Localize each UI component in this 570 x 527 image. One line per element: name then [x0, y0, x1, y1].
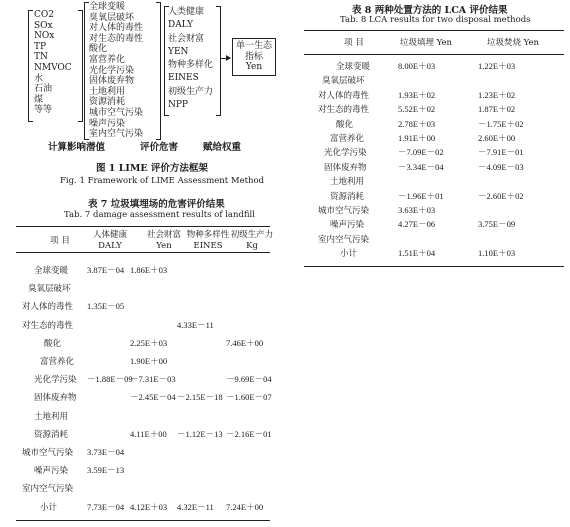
table-8-cell: 1.51E＋04 [398, 248, 436, 259]
table-7-header-rule [16, 252, 270, 253]
impact-category-item: 资源消耗 [89, 97, 126, 108]
inventory-item: NMVOC [34, 62, 72, 73]
table-7-row-label: 富营养化 [40, 357, 75, 367]
table-7-col-header: 人体健康 [92, 230, 127, 240]
table-8-row-label: 城市空气污染 [318, 206, 370, 216]
step-impact-potential: 计算影响潜值 [48, 142, 106, 153]
table-8-cell: 1.10E＋03 [478, 248, 516, 259]
table-8-cell: 1.22E＋03 [478, 61, 516, 71]
figure-1-caption-cn: 图 1 LIME 评价方法框架 [96, 163, 208, 174]
impact-category-item: 光化学污染 [89, 65, 135, 76]
inputs-bracket-left [28, 10, 33, 122]
table-8-row-label: 资源消耗 [330, 191, 365, 202]
single-index-line: Yen [245, 62, 263, 73]
table-7-cell: －1.88E－09 [87, 374, 133, 385]
impact-category-item: 全球变暖 [89, 2, 126, 12]
endpoint-item: DALY [168, 20, 194, 31]
impact-category-item: 臭氧层破坏 [89, 12, 135, 23]
inventory-item: 等等 [34, 105, 53, 116]
table-7-row-label: 全球变暖 [34, 266, 69, 276]
impact-category-item: 城市空气污染 [89, 107, 144, 118]
impact-category-item: 固体废弃物 [89, 76, 135, 87]
table-8-cell: 1.87E＋02 [478, 104, 516, 115]
inventory-item: 水 [34, 73, 44, 84]
table-7-col-header: 项 目 [50, 236, 70, 246]
table-7-title-en: Tab. 7 damage assessment results of landfill [64, 210, 255, 220]
table-7-cell: －1.12E－13 [177, 428, 223, 439]
step-damage-assessment: 评价危害 [140, 142, 179, 153]
table-8-row-label: 臭氧层破坏 [322, 76, 365, 87]
inputs-bracket-right [78, 10, 83, 122]
damage-endpoints-list [168, 6, 213, 112]
table-7-col-header: 社会财富 [146, 230, 181, 240]
impact-categories-list [89, 2, 143, 140]
table-7-cell: －2.16E－01 [226, 428, 272, 439]
table-8-cell: －7.09E－02 [398, 147, 444, 158]
inventory-item: NOx [34, 31, 55, 42]
table-7-cell: 7.24E＋00 [226, 501, 264, 512]
table-7-cell: 4.33E－11 [177, 319, 214, 330]
table-7-cell: －7.31E－03 [130, 374, 176, 385]
table-8-row-label: 富营养化 [330, 134, 365, 144]
endpoints-bracket-right [216, 6, 221, 116]
table-8-cell: 1.91E＋00 [398, 133, 436, 143]
table-8-cell: 2.78E＋03 [398, 118, 436, 129]
table-8-row-label: 酸化 [336, 119, 354, 130]
inventory-item: TN [34, 52, 48, 63]
table-8-cell: 8.00E＋03 [398, 61, 436, 71]
table-8-cell: 1.93E＋02 [398, 89, 436, 100]
impact-category-item: 土地利用 [89, 86, 126, 97]
endpoint-item: 物种多样化 [168, 60, 214, 71]
table-7-cell: 1.90E＋00 [130, 356, 168, 366]
table-8-cell: －1.96E＋01 [398, 190, 444, 201]
impact-category-item: 室内空气污染 [89, 129, 144, 140]
table-8-row-label: 对人体的毒性 [318, 90, 370, 101]
table-7-col-header: 物种多样性 [186, 230, 230, 240]
table-7-row-label: 小计 [40, 502, 58, 513]
table-7-cell: －2.45E－04 [130, 392, 176, 403]
table-8-row-label: 光化学污染 [324, 148, 367, 159]
table-8-cell: 2.60E＋00 [478, 133, 516, 143]
table-8-row-label: 小计 [340, 249, 358, 260]
aggregation-arrow [220, 58, 230, 59]
table-7-cell: 4.32E－11 [177, 501, 214, 512]
table-8-row-label: 土地利用 [330, 177, 365, 188]
table-8-cell: 3.75E－09 [478, 219, 516, 230]
table-7-cell: 2.25E＋03 [130, 337, 168, 348]
table-7-row-label: 资源消耗 [34, 429, 69, 440]
table-8-cell: －7.91E－01 [478, 147, 524, 158]
table-8-row-label: 对生态的毒性 [318, 105, 370, 116]
table-7-cell: －9.69E－04 [226, 374, 272, 385]
inventory-inputs-list [34, 10, 72, 116]
table-8-col-header: 垃圾填埋 Yen [399, 38, 453, 48]
table-7-col-header-unit: DALY [98, 241, 122, 251]
impact-category-item: 酸化 [89, 44, 108, 55]
table-8-row-label: 固体废弃物 [324, 162, 367, 173]
table-7-col-header-unit: Kg [246, 241, 258, 251]
table-7-cell: 3.87E－04 [87, 265, 125, 275]
impact-category-item: 富营养化 [89, 54, 126, 65]
table-7-col-header-unit: Yen [156, 241, 172, 251]
table-7-cell: 3.59E－13 [87, 465, 125, 476]
table-7-bottom-rule [16, 520, 270, 521]
table-7-cell: －2.15E－18 [177, 392, 223, 403]
table-8-col-header: 项 目 [344, 38, 364, 48]
step-weighting: 赋给权重 [203, 142, 242, 153]
table-8-row-label: 噪声污染 [330, 220, 365, 231]
table-8-top-rule [304, 30, 564, 31]
table-7-row-label: 噪声污染 [34, 466, 69, 477]
table-8-cell: －1.75E＋02 [478, 118, 524, 129]
table-7-cell: 1.86E＋03 [130, 265, 168, 275]
single-index-line: 指标 [244, 51, 263, 62]
table-8-cell: 1.23E＋02 [478, 89, 516, 100]
table-7-cell: －1.60E－07 [226, 392, 272, 403]
table-8-cell: －2.60E＋02 [478, 190, 524, 201]
endpoint-item: EINES [168, 73, 199, 84]
impact-category-item: 噪声污染 [89, 118, 126, 129]
table-8-cell: 3.63E＋03 [398, 205, 436, 215]
single-index-box [232, 38, 276, 76]
table-7-row-label: 光化学污染 [34, 375, 77, 386]
impact-category-item: 对生态的毒性 [89, 33, 144, 44]
table-7-cell: 1.35E－05 [87, 301, 125, 312]
table-7-cell: 3.73E－04 [87, 447, 125, 457]
table-7-row-label: 臭氧层破坏 [28, 284, 71, 295]
inventory-item: CO2 [34, 10, 54, 20]
table-8-title-en: Tab. 8 LCA results for two disposal methods [340, 15, 531, 25]
inventory-item: 石油 [34, 84, 53, 95]
table-7-cell: 4.12E＋03 [130, 501, 168, 512]
table-7-row-label: 土地利用 [34, 411, 69, 422]
table-8-cell: 5.52E＋02 [398, 104, 436, 115]
table-8-cell: 4.27E－06 [398, 219, 436, 230]
figure-1-caption-en: Fig. 1 Framework of LIME Assessment Method [60, 176, 265, 186]
table-7-cell: 7.73E－04 [87, 501, 125, 512]
table-8-cell: －3.34E－04 [398, 161, 444, 172]
impact-category-item: 对人体的毒性 [89, 23, 144, 34]
table-8-cell: －4.09E－03 [478, 161, 524, 172]
single-index-line: 单一生态 [235, 41, 272, 51]
inventory-item: 煤 [34, 94, 44, 105]
table-7-row-label: 对生态的毒性 [22, 320, 74, 331]
table-8-title-cn: 表 8 两种处置方法的 LCA 评价结果 [352, 5, 508, 16]
table-8-row-label: 室内空气污染 [318, 234, 370, 245]
endpoint-item: NPP [168, 100, 188, 111]
table-7-title-cn: 表 7 垃圾填埋场的危害评价结果 [88, 199, 225, 210]
table-8-header-rule [304, 54, 564, 55]
endpoint-item: 初级生产力 [168, 86, 214, 97]
table-7-col-header-unit: EINES [193, 241, 223, 251]
table-7-row-label: 对人体的毒性 [22, 302, 74, 313]
table-7-top-rule [16, 226, 270, 227]
table-7-row-label: 城市空气污染 [22, 448, 74, 458]
table-8-bottom-rule [304, 266, 564, 267]
impacts-bracket-right [156, 2, 161, 140]
table-7-row-label: 室内空气污染 [22, 484, 74, 495]
table-8-row-label: 全球变暖 [336, 62, 371, 72]
endpoint-item: YEN [168, 46, 189, 57]
table-8-col-header: 垃圾焚烧 Yen [486, 38, 540, 48]
inventory-item: SOx [34, 20, 53, 31]
endpoint-item: 社会财富 [168, 33, 205, 44]
inventory-item: TP [34, 41, 47, 52]
table-7-col-header: 初级生产力 [230, 230, 274, 240]
table-7-cell: 7.46E＋00 [226, 337, 264, 348]
endpoint-item: 人类健康 [168, 7, 205, 17]
table-7-row-label: 酸化 [44, 338, 62, 349]
table-7-row-label: 固体废弃物 [34, 393, 77, 404]
table-7-cell: 4.11E＋00 [130, 428, 167, 439]
